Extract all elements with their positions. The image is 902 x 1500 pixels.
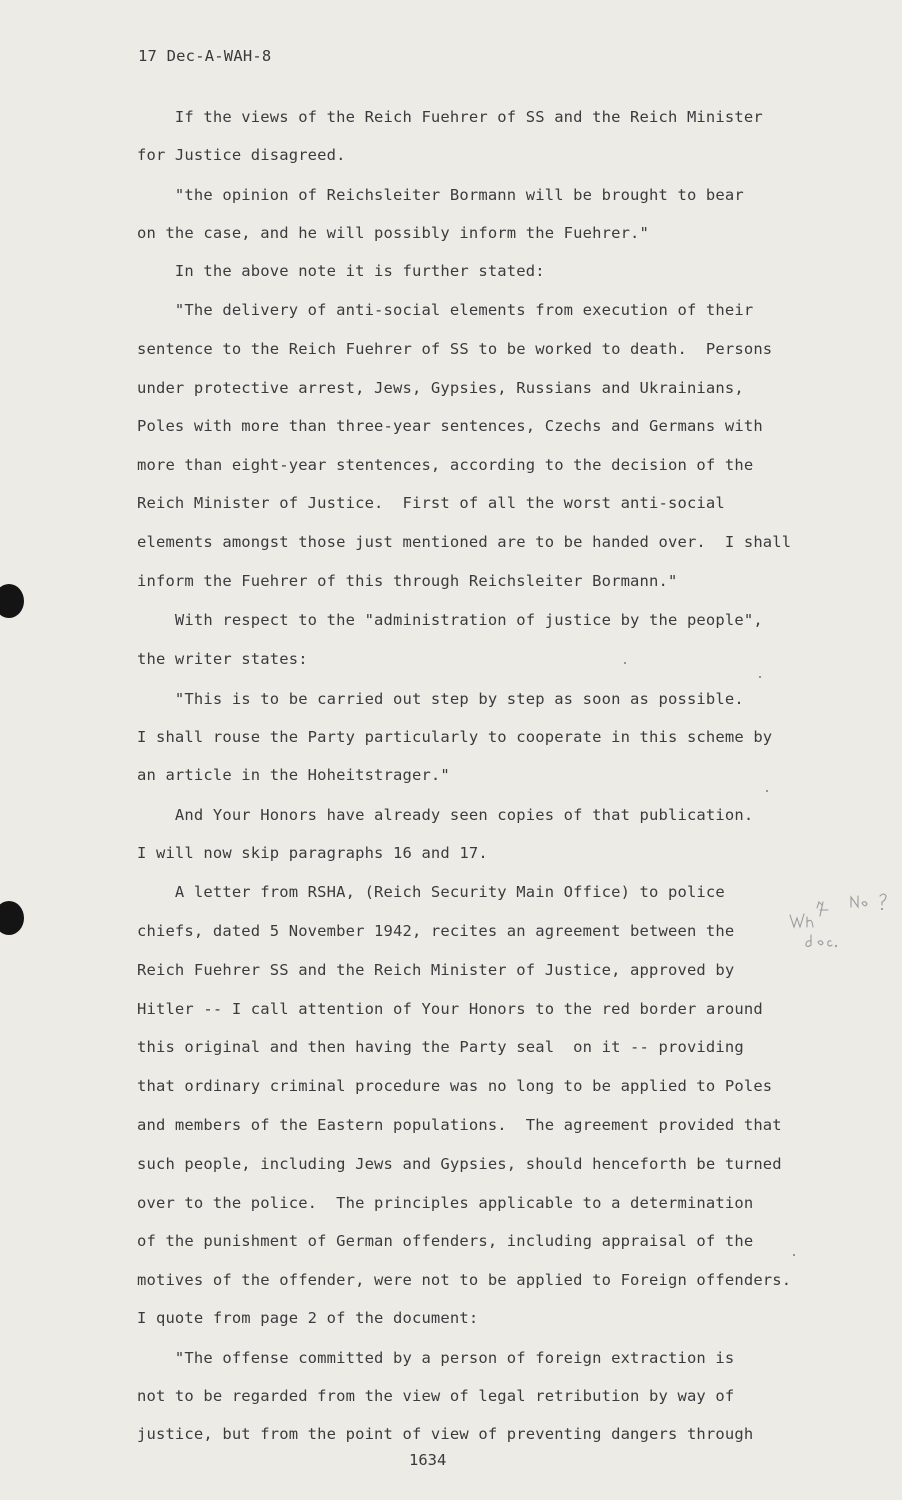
text-line: "This is to be carried out step by step as soon as possible.	[137, 690, 744, 708]
text-line: With respect to the "administration of justice by the people",	[137, 611, 763, 629]
text-line: on the case, and he will possibly inform the Fuehrer."	[137, 224, 650, 242]
text-line: and members of the Eastern populations. The agreement provided that	[137, 1116, 782, 1134]
text-line: sentence to the Reich Fuehrer of SS to be worked to death. Persons	[137, 340, 773, 358]
text-line: "The delivery of anti-social elements from execution of their	[137, 301, 754, 319]
punch-hole	[0, 584, 24, 618]
text-line: I will now skip paragraphs 16 and 17.	[137, 844, 488, 862]
text-line: And Your Honors have already seen copies of that publication.	[137, 806, 754, 824]
text-line: not to be regarded from the view of legal retribution by way of	[137, 1387, 735, 1405]
text-line: such people, including Jews and Gypsies, should henceforth be turned	[137, 1155, 782, 1173]
text-line: elements amongst those just mentioned are to be handed over. I shall	[137, 533, 792, 551]
document-header: 17 Dec-A-WAH-8	[138, 47, 272, 65]
text-line: justice, but from the point of view of preventing dangers through	[137, 1425, 754, 1443]
text-line: Hitler -- I call attention of Your Honors to the red border around	[137, 1000, 763, 1018]
page-number: 1634	[409, 1451, 447, 1469]
text-line: that ordinary criminal procedure was no long to be applied to Poles	[137, 1077, 773, 1095]
speck	[793, 1254, 795, 1256]
text-line: the writer states:	[137, 650, 308, 668]
speck	[766, 790, 768, 792]
text-line: Poles with more than three-year sentences, Czechs and Germans with	[137, 417, 763, 435]
text-line: I shall rouse the Party particularly to cooperate in this scheme by	[137, 728, 773, 746]
text-line: A letter from RSHA, (Reich Security Main Office) to police	[137, 883, 725, 901]
text-line: "The offense committed by a person of foreign extraction is	[137, 1349, 735, 1367]
text-line: In the above note it is further stated:	[137, 262, 545, 280]
punch-hole	[0, 901, 24, 935]
speck	[624, 662, 626, 664]
text-line: motives of the offender, were not to be applied to Foreign offenders.	[137, 1271, 792, 1289]
text-line: under protective arrest, Jews, Gypsies, Russians and Ukrainians,	[137, 379, 744, 397]
text-line: If the views of the Reich Fuehrer of SS and the Reich Minister	[137, 108, 763, 126]
text-line: chiefs, dated 5 November 1942, recites an agreement between the	[137, 922, 735, 940]
text-line: "the opinion of Reichsleiter Bormann will be brought to bear	[137, 186, 744, 204]
text-line: over to the police. The principles applicable to a determination	[137, 1194, 754, 1212]
speck	[759, 676, 761, 678]
text-line: Reich Minister of Justice. First of all the worst anti-social	[137, 494, 725, 512]
text-line: I quote from page 2 of the document:	[137, 1309, 479, 1327]
text-line: inform the Fuehrer of this through Reichsleiter Bormann."	[137, 572, 678, 590]
handwritten-margin-note	[783, 872, 893, 962]
text-line: of the punishment of German offenders, including appraisal of the	[137, 1232, 754, 1250]
text-line: an article in the Hoheitstrager."	[137, 766, 450, 784]
text-line: this original and then having the Party seal on it -- providing	[137, 1038, 744, 1056]
text-line: more than eight-year stentences, according to the decision of the	[137, 456, 754, 474]
text-line: for Justice disagreed.	[137, 146, 346, 164]
text-line: Reich Fuehrer SS and the Reich Minister of Justice, approved by	[137, 961, 735, 979]
